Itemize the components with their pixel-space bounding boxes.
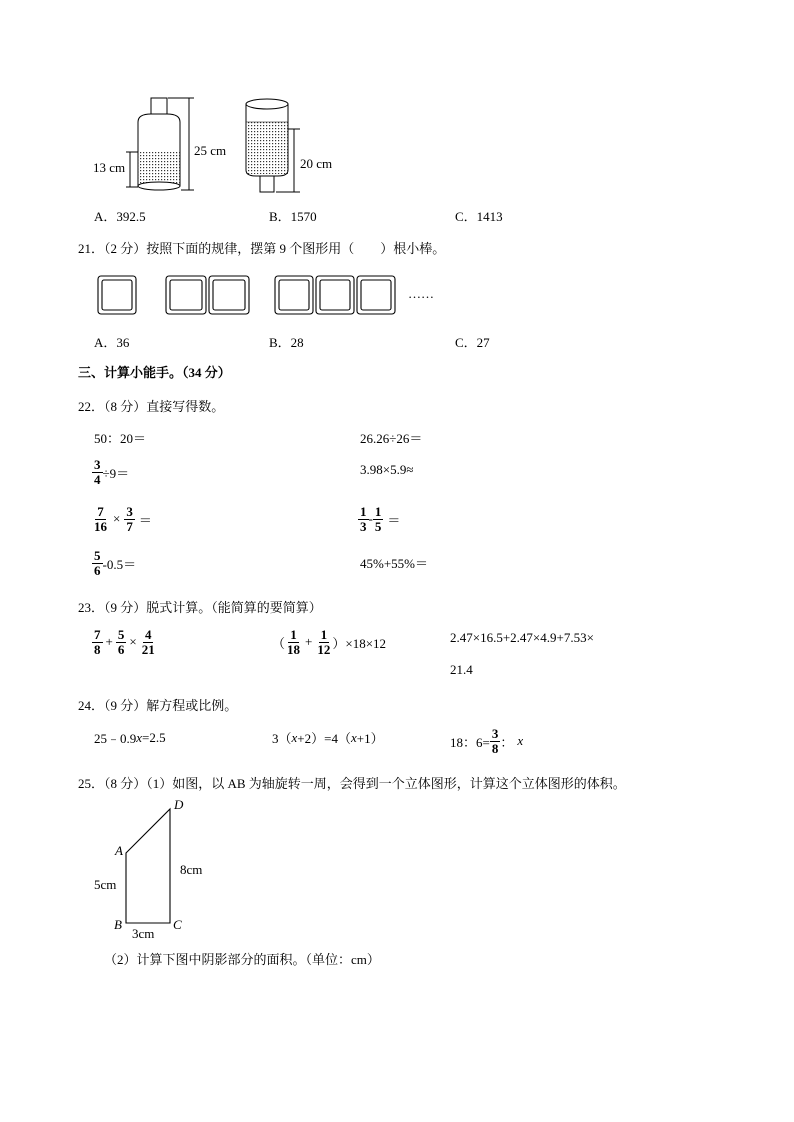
q25-stem: 25．（8 分）（1）如图，以 AB 为轴旋转一周，会得到一个立体图形，计算这个立体图形的体积。 [78,776,626,791]
q23-expression-3-line-1: 2.47×16.5+2.47×4.9+7.53× [450,630,594,645]
q22-item-5: $\frac{7}{16}$ × $\frac{3}{7}$ ＝ [94,504,152,534]
stick-figure-1 [98,276,136,314]
q22-item-8: 45%+55%＝ [360,556,428,571]
left-13cm-arrow [126,152,138,187]
q21-stick-pattern-figure [92,270,412,322]
q21-stem: 21．（2 分）按照下面的规律，摆第 9 个图形用（ ）根小棒。 [78,241,446,256]
q21-ellipsis: …… [408,286,434,301]
q22-item-4: 3.98×5.9≈ [360,462,414,477]
q22-item-3: $\frac{3}{4}$ ÷9＝ [94,457,130,487]
right-bottle-shape [246,99,288,192]
q20-label-20cm: 20 cm [300,156,333,171]
side-label-3cm: 3cm [132,926,155,941]
vertex-label-d: D [174,797,184,812]
q24-equation-2: 3（ x +2）=4（ x +1） [272,729,384,746]
q21-option-b[interactable]: B．28 [269,335,304,350]
stick-figure-2 [166,276,249,314]
side-label-8cm: 8cm [180,862,203,877]
q22-item-1: 50：20＝ [94,431,147,446]
q20-label-25cm: 25 cm [194,143,227,158]
vertex-label-c: C [173,917,182,932]
q24-equation-3: 18：6= $\frac{3}{8}$ ： x [450,726,524,756]
vertex-label-a: A [115,843,123,858]
q24-stem: 24．（9 分）解方程或比例。 [78,698,238,713]
q21-option-c[interactable]: C．27 [455,335,490,350]
left-bottle-shape [138,98,180,190]
section-3-heading: 三、计算小能手。（34 分） [78,365,231,380]
q23-stem: 23．（9 分）脱式计算。（能简算的要简算） [78,600,322,615]
q23-expression-2: （ $\frac{1}{18}$ + $\frac{1}{12}$ ）×18×12 [272,627,387,657]
q20-label-13cm: 13 cm [93,160,126,175]
q22-item-2: 26.26÷26＝ [360,431,423,446]
q22-stem: 22．（8 分）直接写得数。 [78,399,225,414]
q22-item-6: $\frac{1}{3}$ - $\frac{1}{5}$ ＝ [360,504,401,534]
q23-expression-1: $\frac{7}{8}$ + $\frac{5}{6}$ × $\frac{4}{21}$ [94,627,155,657]
q25-part-2: （2）计算下图中阴影部分的面积。（单位：cm） [104,952,380,967]
q20-option-a[interactable]: A．392.5 [94,209,146,224]
q22-item-7: $\frac{5}{6}$ -0.5＝ [94,548,137,578]
q20-bottle-figure [86,92,386,202]
q21-option-a[interactable]: A．36 [94,335,130,350]
stick-figure-3 [275,276,395,314]
q23-expression-3-line-2: 21.4 [450,662,473,677]
q24-equation-1: 25﹣0.9 x =2.5 [94,729,166,746]
q20-option-b[interactable]: B．1570 [269,209,317,224]
vertex-label-b: B [114,917,122,932]
side-label-5cm: 5cm [94,877,117,892]
q25-trapezoid-figure [90,795,240,945]
q20-option-c[interactable]: C．1413 [455,209,503,224]
fraction: $\frac{3}{4}$ [94,457,101,487]
